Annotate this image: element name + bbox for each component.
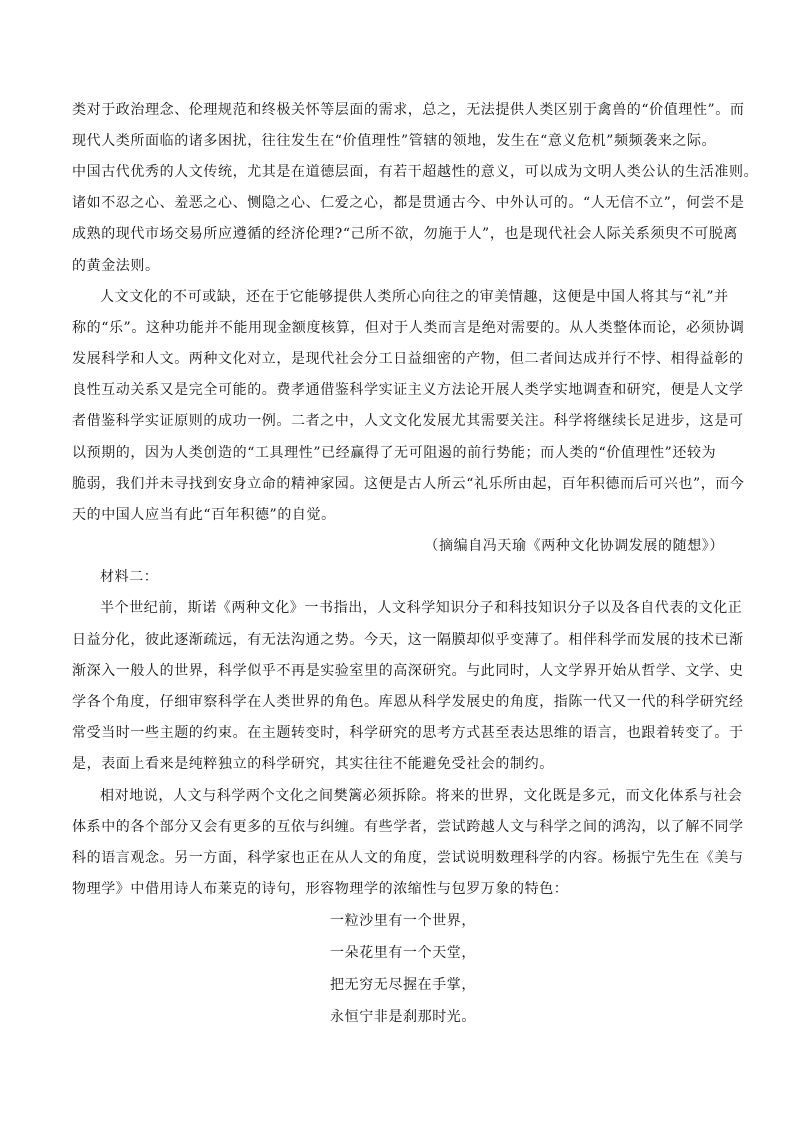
- paragraph-line: 体系中的各个部分又会有更多的互依与纠缠。有些学者，尝试跨越人文与科学之间的鸿沟，以了解不同学: [72, 819, 744, 835]
- paragraph-line: 是，表面上看来是纯粹独立的科学研究，其实往往不能避免受社会的制约。: [72, 756, 554, 772]
- poem-line: 一粒沙里有一个世界，: [330, 913, 476, 929]
- paragraph-line: 日益分化，彼此逐渐疏远，有无法沟通之势。今天，这一隔膜却似乎变薄了。相伴科学而发展的技术已渐: [72, 632, 744, 648]
- paragraph-line: 学各个角度，仔细审察科学在人类世界的角色。库恩从科学发展史的角度，指陈一代又一代的科学研究经: [72, 694, 744, 710]
- source-citation: （摘编自冯天瑜《两种文化协调发展的随想》）: [424, 538, 724, 554]
- paragraph-line: 常受当时一些主题的约束。在主题转变时，科学研究的思考方式甚至表达思维的语言，也跟着转变了。于: [72, 725, 744, 741]
- paragraph-line: 者借鉴科学实证原则的成功一例。二者之中，人文文化发展尤其需要关注。科学将继续长足进步，这是可: [72, 413, 744, 429]
- paragraph-line: 渐深入一般人的世界，科学似乎不再是实验室里的高深研究。与此同时，人文学界开始从哲学、文学、史: [72, 663, 744, 679]
- paragraph-line: 诸如不忍之心、羞恶之心、恻隐之心、仁爱之心，都是贯通古今、中外认可的。“人无信不立”，何尝不是: [72, 195, 745, 211]
- paragraph-line: 科的语言观念。另一方面，科学家也正在从人文的角度，尝试说明数理科学的内容。杨振宁先生在《美与: [72, 850, 744, 866]
- paragraph-line: 称的“乐”。这种功能并不能用现金额度核算，但对于人类而言是绝对需要的。从人类整体而论，必须协调: [72, 320, 745, 336]
- paragraph-line: 脆弱，我们并未寻找到安身立命的精神家园。这便是古人所云“礼乐所由起，百年积德而后可兴也”，而今: [72, 476, 745, 492]
- poem-line: 永恒宁非是刹那时光。: [330, 1009, 476, 1025]
- paragraph-line: 相对地说，人文与科学两个文化之间樊篱必须拆除。将来的世界，文化既是多元，而文化体系与社会: [100, 788, 743, 804]
- paragraph-line: 成熟的现代市场交易所应遵循的经济伦理?“己所不欲，勿施于人”，也是现代社会人际关系须臾不可脱离: [72, 226, 739, 242]
- paragraph-line: 中国古代优秀的人文传统，尤其是在道德层面，有若干超越性的意义，可以成为文明人类公认的生活准则。: [72, 164, 759, 180]
- section-heading: 材料二：: [100, 569, 159, 585]
- poem-line: 把无穷无尽握在手掌，: [330, 977, 476, 993]
- paragraph-line: 的黄金法则。: [72, 258, 160, 274]
- paragraph-line: 良性互动关系又是完全可能的。费孝通借鉴科学实证主义方法论开展人类学实地调查和研究，便是人文学: [72, 382, 744, 398]
- paragraph-line: 以预期的，因为人类创造的“工具理性”已经赢得了无可阻遏的前行势能；而人类的“价值理性”还较为: [72, 445, 717, 461]
- paragraph-line: 物理学》中借用诗人布莱克的诗句，形容物理学的浓缩性与包罗万象的特色：: [72, 881, 569, 897]
- paragraph-line: 发展科学和人文。两种文化对立，是现代社会分工日益细密的产物，但二者间达成并行不悖、相得益彰的: [72, 351, 744, 367]
- paragraph-line: 类对于政治理念、伦理规范和终极关怀等层面的需求，总之，无法提供人类区别于禽兽的“价值理性”。而: [72, 102, 745, 118]
- paragraph-line: 人文文化的不可或缺，还在于它能够提供人类所心向往之的审美情趣，这便是中国人将其与“礼”并: [100, 289, 729, 305]
- poem-line: 一朵花里有一个天堂，: [330, 945, 476, 961]
- paragraph-line: 天的中国人应当有此“百年积德”的自觉。: [72, 507, 336, 523]
- paragraph-line: 半个世纪前，斯诺《两种文化》一书指出，人文科学知识分子和科技知识分子以及各自代表的文化正: [100, 600, 743, 616]
- paragraph-line: 现代人类所面临的诸多困扰，往往发生在“价值理性”管辖的领地，发生在“意义危机”频频袭来之际。: [72, 133, 717, 149]
